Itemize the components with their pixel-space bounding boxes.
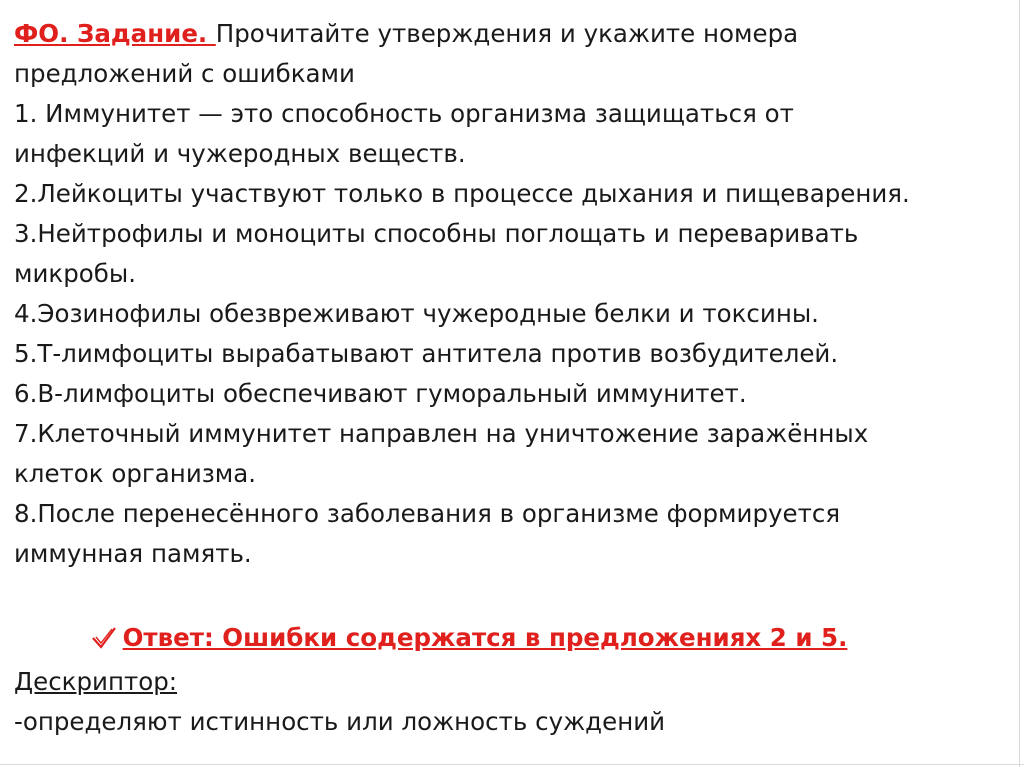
- statement-2: 2.Лейкоциты участвуют только в процессе дыхания и пищеварения.: [14, 179, 910, 208]
- statement-8-line-2: иммунная память.: [14, 539, 252, 568]
- statement-8-line-1: 8.После перенесённого заболевания в организме формируется: [14, 499, 841, 528]
- statement-6: 6.В-лимфоциты обеспечивают гуморальный иммунитет.: [14, 379, 747, 408]
- statement-3-line-2: микробы.: [14, 259, 136, 288]
- statement-1-line-1: 1. Иммунитет — это способность организма защищаться от: [14, 99, 794, 128]
- answer-line: [14, 618, 924, 662]
- statement-4: 4.Эозинофилы обезвреживают чужеродные белки и токсины.: [14, 299, 819, 328]
- statement-5: 5.Т-лимфоциты вырабатывают антитела против возбудителей.: [14, 339, 839, 368]
- spacer: [14, 574, 1014, 614]
- descriptor-item-1: -определяют истинность или ложность суждений: [14, 707, 666, 736]
- check-icon: [91, 622, 117, 662]
- slide-border-bottom: [0, 764, 1024, 765]
- task-instruction-1: Прочитайте утверждения и укажите номера: [215, 19, 799, 48]
- descriptor-heading: Дескриптор:: [14, 667, 178, 696]
- task-line-1: [14, 14, 1014, 54]
- statement-7-line-2: клеток организма.: [14, 459, 257, 488]
- task-instruction-2: предложений с ошибками: [14, 59, 355, 88]
- slide-content: [14, 14, 1014, 742]
- statement-3-line-1: 3.Нейтрофилы и моноциты способны поглощать и переваривать: [14, 219, 859, 248]
- statement-1-line-2: инфекций и чужеродных веществ.: [14, 139, 466, 168]
- slide-border-right: [1019, 0, 1020, 767]
- statement-7-line-1: 7.Клеточный иммунитет направлен на уничтожение заражённых: [14, 419, 869, 448]
- task-label: ФО. Задание.: [14, 19, 216, 48]
- answer-text: Ответ: Ошибки содержатся в предложениях 2 и 5.: [122, 623, 848, 652]
